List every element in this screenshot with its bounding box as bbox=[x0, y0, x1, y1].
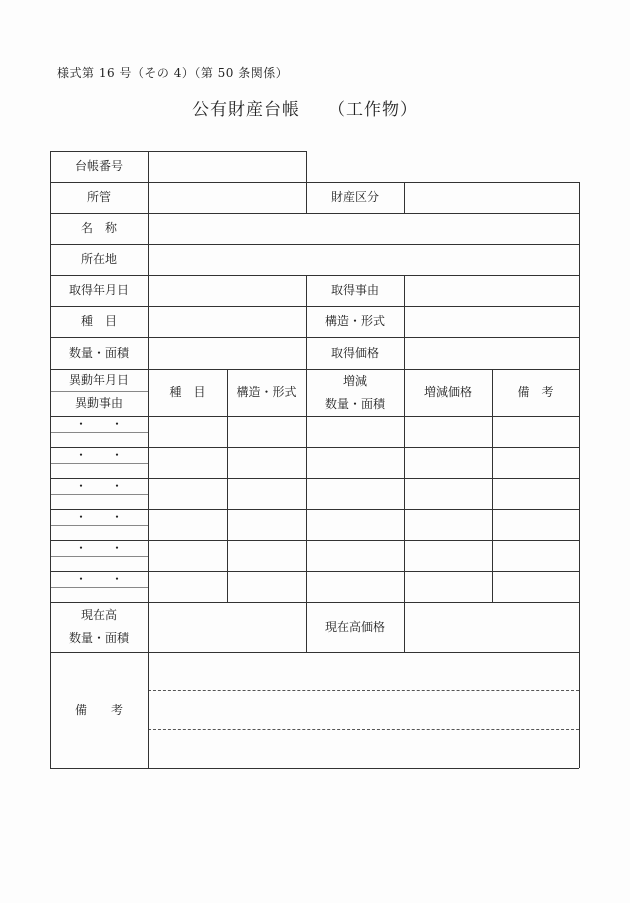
label-acquire-price: 取得価格 bbox=[330, 345, 379, 360]
field-name bbox=[148, 213, 579, 244]
header-remarks: 備 考 bbox=[517, 385, 554, 400]
label-structure: 構造・形式 bbox=[324, 314, 385, 329]
label-current bbox=[50, 602, 148, 652]
row-date: ・ ・ bbox=[74, 448, 123, 462]
label-ledger-no: 台帳番号 bbox=[74, 159, 123, 174]
label-jurisdiction: 所管 bbox=[86, 190, 111, 205]
row-date: ・ ・ bbox=[74, 541, 123, 555]
field-property-class bbox=[404, 182, 579, 213]
page-title bbox=[0, 95, 630, 120]
field-jurisdiction bbox=[148, 182, 306, 213]
header-inc-dec-line1: 増減 bbox=[342, 373, 367, 388]
field-ledger-no bbox=[148, 151, 306, 182]
header-change-reason: 異動事由 bbox=[74, 396, 123, 411]
row-date: ・ ・ bbox=[74, 572, 123, 586]
label-acquire-date: 取得年月日 bbox=[68, 283, 129, 298]
label-remarks: 備 考 bbox=[74, 702, 123, 717]
title-sub: （工作物） bbox=[328, 100, 418, 120]
header-inc-dec-line2: 数量・面積 bbox=[324, 396, 385, 411]
label-property-class: 財産区分 bbox=[330, 190, 379, 205]
field-location bbox=[148, 244, 579, 275]
label-quantity: 数量・面積 bbox=[68, 345, 129, 360]
label-name: 名 称 bbox=[80, 221, 117, 236]
form-caption: 様式第 16 号（その 4）（第 50 条関係） bbox=[57, 66, 289, 80]
field-remarks bbox=[148, 652, 579, 768]
label-acquire-reason: 取得事由 bbox=[330, 283, 379, 298]
label-location: 所在地 bbox=[80, 252, 117, 267]
header-inc-dec-price: 増減価格 bbox=[423, 385, 472, 400]
title-main: 公有財産台帳 bbox=[192, 100, 300, 120]
row-date: ・ ・ bbox=[74, 417, 123, 431]
row-date: ・ ・ bbox=[74, 510, 123, 524]
label-current-line1: 現在高 bbox=[80, 608, 117, 623]
header-type: 種 目 bbox=[169, 385, 206, 400]
ledger-form bbox=[50, 151, 579, 768]
label-current-price: 現在高価格 bbox=[324, 619, 385, 634]
header-structure: 構造・形式 bbox=[236, 385, 297, 400]
row-date: ・ ・ bbox=[74, 479, 123, 493]
label-current-line2: 数量・面積 bbox=[68, 631, 129, 645]
label-type: 種 目 bbox=[80, 314, 117, 329]
header-inc-dec bbox=[306, 369, 404, 416]
header-change-date: 異動年月日 bbox=[68, 372, 129, 387]
